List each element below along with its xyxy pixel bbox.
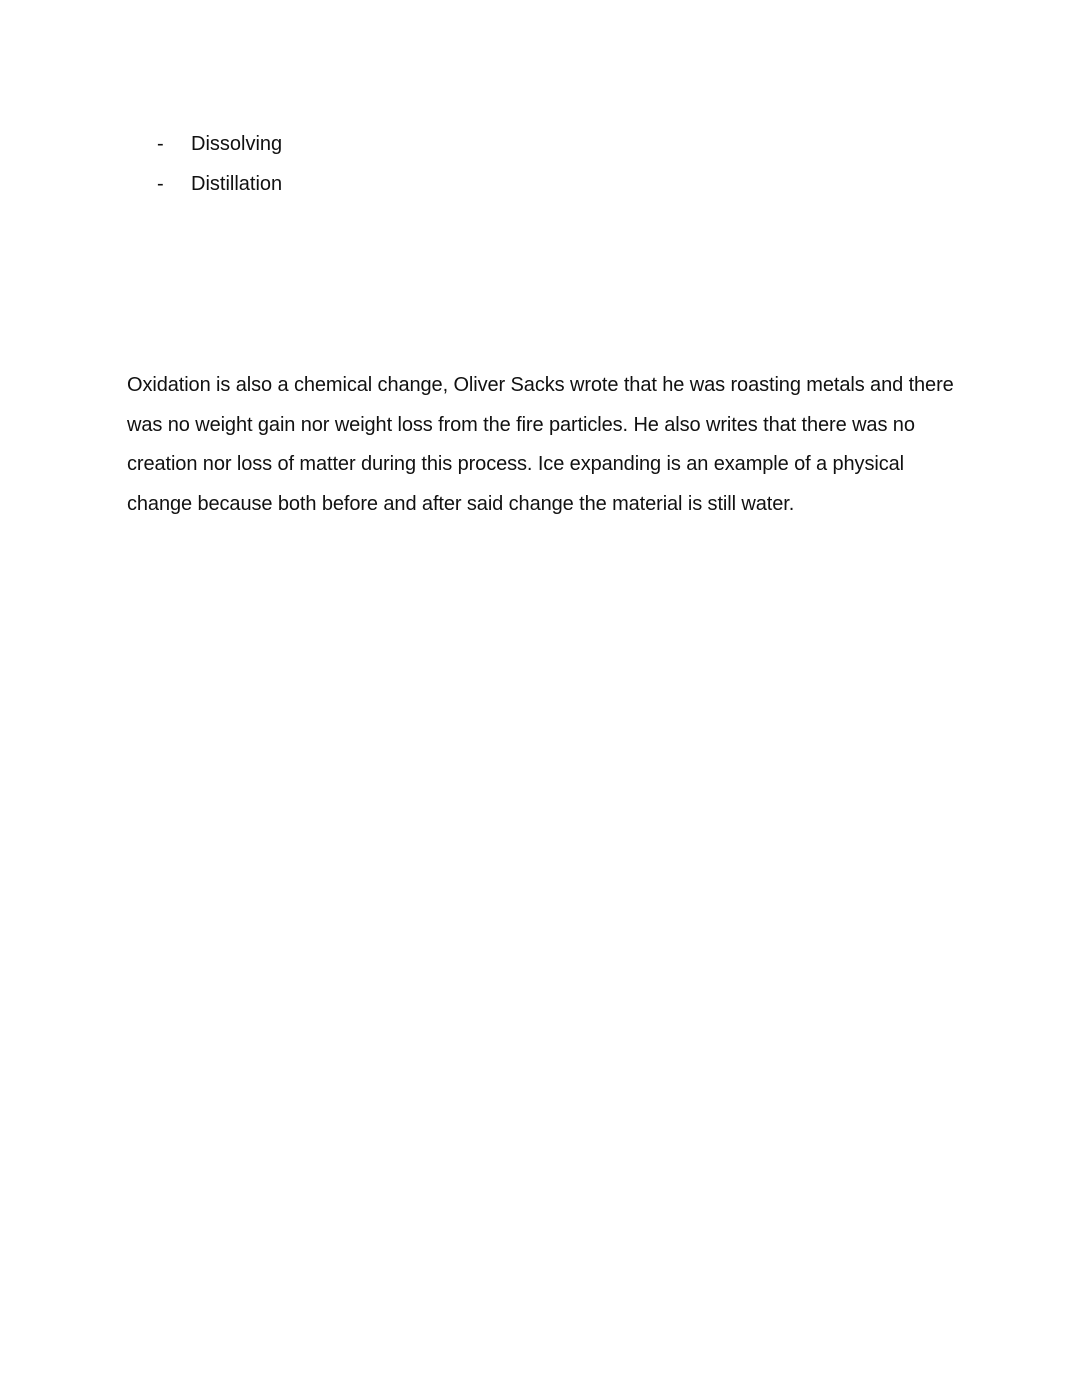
paragraph-line: was no weight gain nor weight loss from the fire particles. He also writes that there was no — [127, 413, 915, 436]
list-item — [157, 128, 282, 168]
bullet-list — [157, 128, 282, 208]
bullet-marker: - — [157, 133, 164, 155]
paragraph-line: Oxidation is also a chemical change, Oliver Sacks wrote that he was roasting metals and there — [127, 374, 954, 396]
paragraph-line: creation nor loss of matter during this process. Ice expanding is an example of a physical — [127, 453, 904, 476]
body-paragraph — [127, 366, 967, 525]
list-item-text: Distillation — [191, 173, 283, 195]
paragraph-line: change because both before and after said change the material is still water. — [127, 493, 795, 516]
list-item-text: Dissolving — [191, 133, 283, 155]
bullet-marker: - — [157, 173, 164, 195]
list-item — [157, 168, 282, 208]
